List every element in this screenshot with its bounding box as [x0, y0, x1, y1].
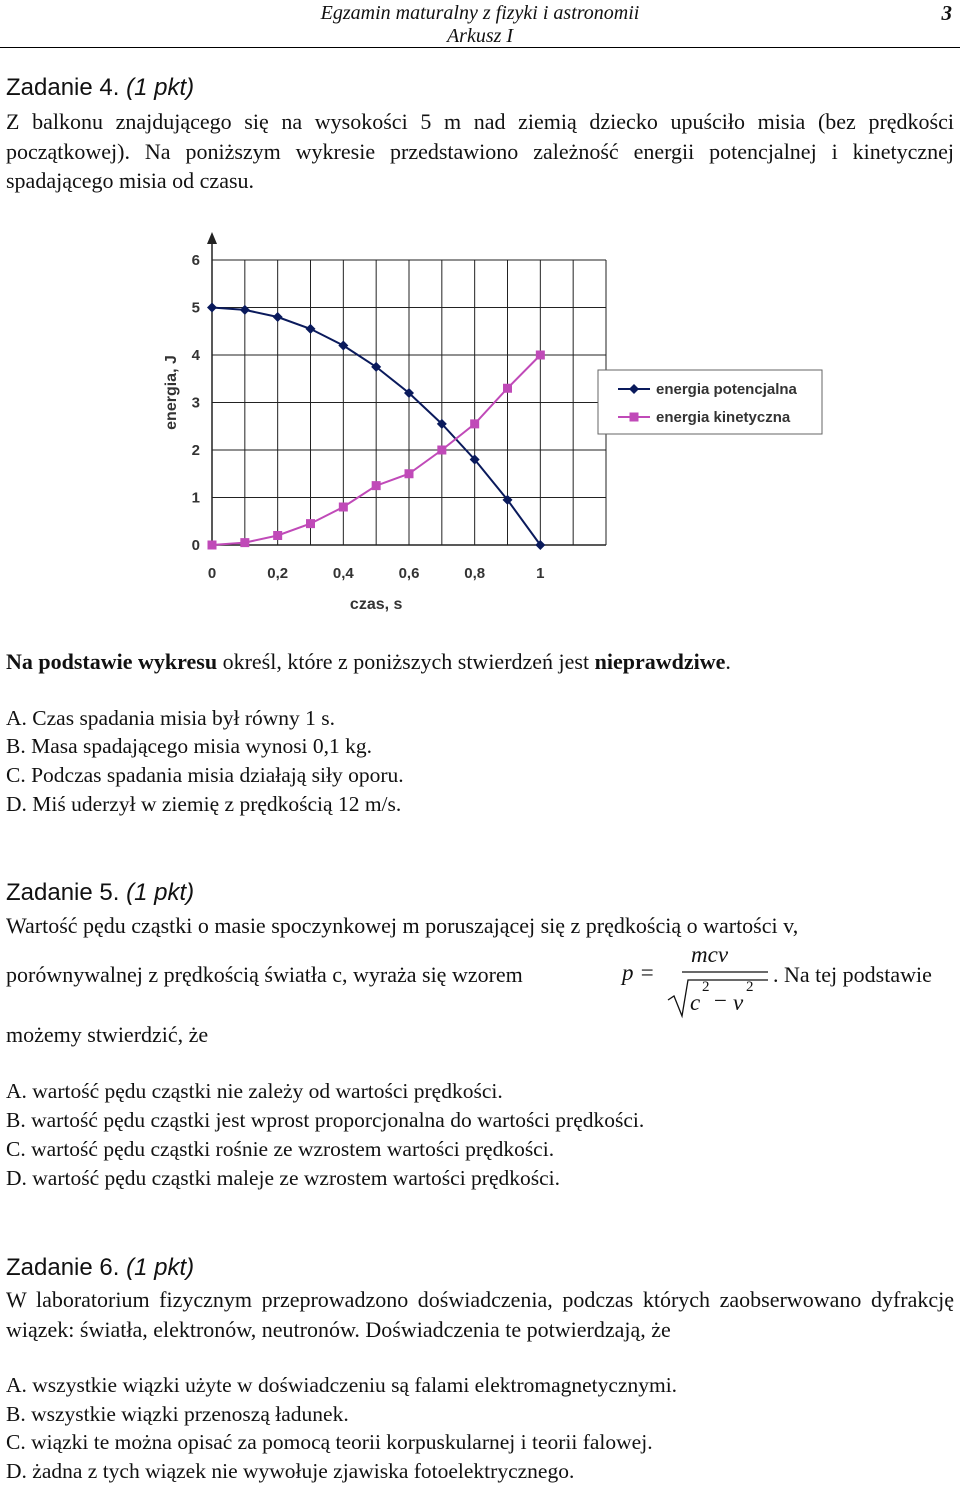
legend-marker-kinetic: [630, 413, 639, 422]
sheet-subtitle: Arkusz I: [446, 25, 514, 47]
task4-title: Zadanie 4.: [6, 74, 120, 101]
x-tick-label: 1: [536, 565, 545, 582]
x-axis-label: czas, s: [349, 596, 403, 613]
kinetic-energy-point: [273, 531, 282, 540]
kinetic-energy-point: [306, 519, 315, 528]
x-tick-label: 0,4: [332, 565, 354, 582]
kinetic-energy-point: [339, 503, 348, 512]
y-axis-label: energia, J: [163, 355, 180, 430]
potential-energy-point: [240, 305, 250, 315]
task5-heading: [6, 879, 194, 907]
task4-option-c: C. Podczas spadania misia działają siły oporu.: [6, 763, 404, 787]
y-tick-label: 2: [191, 442, 200, 459]
task6-title: Zadanie 6.: [6, 1254, 120, 1281]
kinetic-energy-point: [470, 419, 479, 428]
task6-option-d: D. żadna z tych wiązek nie wywołuje zjawiska fotoelektrycznego.: [6, 1459, 575, 1483]
kinetic-energy-point: [240, 538, 249, 547]
kinetic-energy-point: [208, 541, 217, 550]
formula-numerator: mcv: [691, 942, 729, 967]
y-tick-label: 4: [191, 347, 200, 364]
task5-option-d: D. wartość pędu cząstki maleje ze wzrostem wartości prędkości.: [6, 1166, 561, 1190]
y-tick-label: 5: [191, 299, 200, 317]
energy-chart: [150, 222, 830, 622]
legend-label-1: energia kinetyczna: [656, 409, 791, 426]
formula-minus: −: [714, 988, 727, 1013]
task6-heading: [6, 1254, 194, 1282]
task4-points: (1 pkt): [126, 74, 195, 101]
x-tick-label: 0: [207, 565, 217, 582]
task5-option-b: B. wartość pędu cząstki jest wprost proporcjonalna do wartości prędkości.: [6, 1108, 645, 1132]
x-tick-label: 0,6: [398, 565, 420, 582]
task4-question: [6, 649, 731, 675]
potential-energy-point: [207, 303, 217, 313]
task5-title: Zadanie 5.: [6, 879, 120, 906]
task5-option-a: A. wartość pędu cząstki nie zależy od wartości prędkości.: [6, 1079, 503, 1103]
potential-energy-point: [273, 312, 283, 322]
header-rule: [0, 47, 960, 48]
task4-option-d: D. Miś uderzył w ziemię z prędkością 12 m/s.: [6, 792, 402, 816]
legend-label-0: energia potencjalna: [656, 381, 797, 398]
task4-option-b: B. Masa spadającego misia wynosi 0,1 kg.: [6, 734, 373, 758]
task5-line3: możemy stwierdzić, że: [6, 1022, 209, 1047]
task4-question-bold2: nieprawdziwe: [594, 649, 726, 674]
kinetic-energy-point: [437, 446, 446, 455]
kinetic-energy-point: [405, 469, 414, 478]
potential-energy-point: [306, 324, 316, 334]
task6-points: (1 pkt): [126, 1254, 195, 1281]
task4-question-mid: określ, które z poniższych stwierdzeń jest: [217, 649, 595, 674]
formula-v-exp: 2: [746, 979, 754, 995]
x-tick-label: 0,8: [464, 565, 486, 582]
task5-line1: Wartość pędu cząstki o masie spoczynkowej m poruszającej się z prędkością o wartości v,: [6, 913, 799, 938]
formula-v: v: [733, 990, 744, 1015]
y-tick-label: 6: [191, 252, 200, 269]
task5-points: (1 pkt): [126, 879, 195, 906]
task4-heading: [6, 74, 194, 102]
exam-title: Egzamin maturalny z fizyki i astronomii: [320, 2, 640, 24]
formula-c: c: [690, 990, 701, 1015]
task6-option-a: A. wszystkie wiązki użyte w doświadczeniu są falami elektromagnetycznymi.: [6, 1373, 678, 1397]
y-axis-arrow: [207, 232, 217, 244]
task6-text: W laboratorium fizycznym przeprowadzono doświadczenia, podczas których zaobserwowano dyfrakcję wiązek: światła, elektronów, neutronów. Doświadczenia te potwierdzają, że: [6, 1287, 954, 1342]
y-tick-label: 3: [191, 394, 200, 412]
y-tick-label: 0: [191, 537, 200, 554]
task4-question-end: .: [725, 649, 731, 674]
page-number: 3: [941, 1, 952, 25]
kinetic-energy-point: [503, 384, 512, 393]
kinetic-energy-point: [536, 351, 545, 360]
task4-question-bold1: Na podstawie wykresu: [6, 649, 218, 674]
task5-option-c: C. wartość pędu cząstki rośnie ze wzrostem wartości prędkości.: [6, 1137, 555, 1161]
task5-line2-end: . Na tej podstawie: [773, 962, 932, 987]
potential-energy-point: [338, 341, 348, 351]
task4-option-a: A. Czas spadania misia był równy 1 s.: [6, 706, 336, 730]
kinetic-energy-point: [372, 481, 381, 490]
task4-text: Z balkonu znajdującego się na wysokości 5 m nad ziemią dziecko upuściło misia (bez prędkości początkowej). Na poniższym wykresie przedstawiono zależność energii potencjalnej i kinetycznej spadającego misia od czasu.: [6, 109, 954, 193]
task6-option-c: C. wiązki te można opisać za pomocą teorii korpuskularnej i teorii falowej.: [6, 1430, 653, 1454]
task6-option-b: B. wszystkie wiązki przenoszą ładunek.: [6, 1402, 349, 1426]
x-tick-label: 0,2: [267, 565, 289, 582]
y-tick-label: 1: [191, 489, 200, 507]
formula-c-exp: 2: [702, 979, 710, 995]
formula-lhs: p =: [622, 960, 655, 985]
task5-line2: porównywalnej z prędkością światła c, wyraża się wzorem: [6, 962, 523, 987]
